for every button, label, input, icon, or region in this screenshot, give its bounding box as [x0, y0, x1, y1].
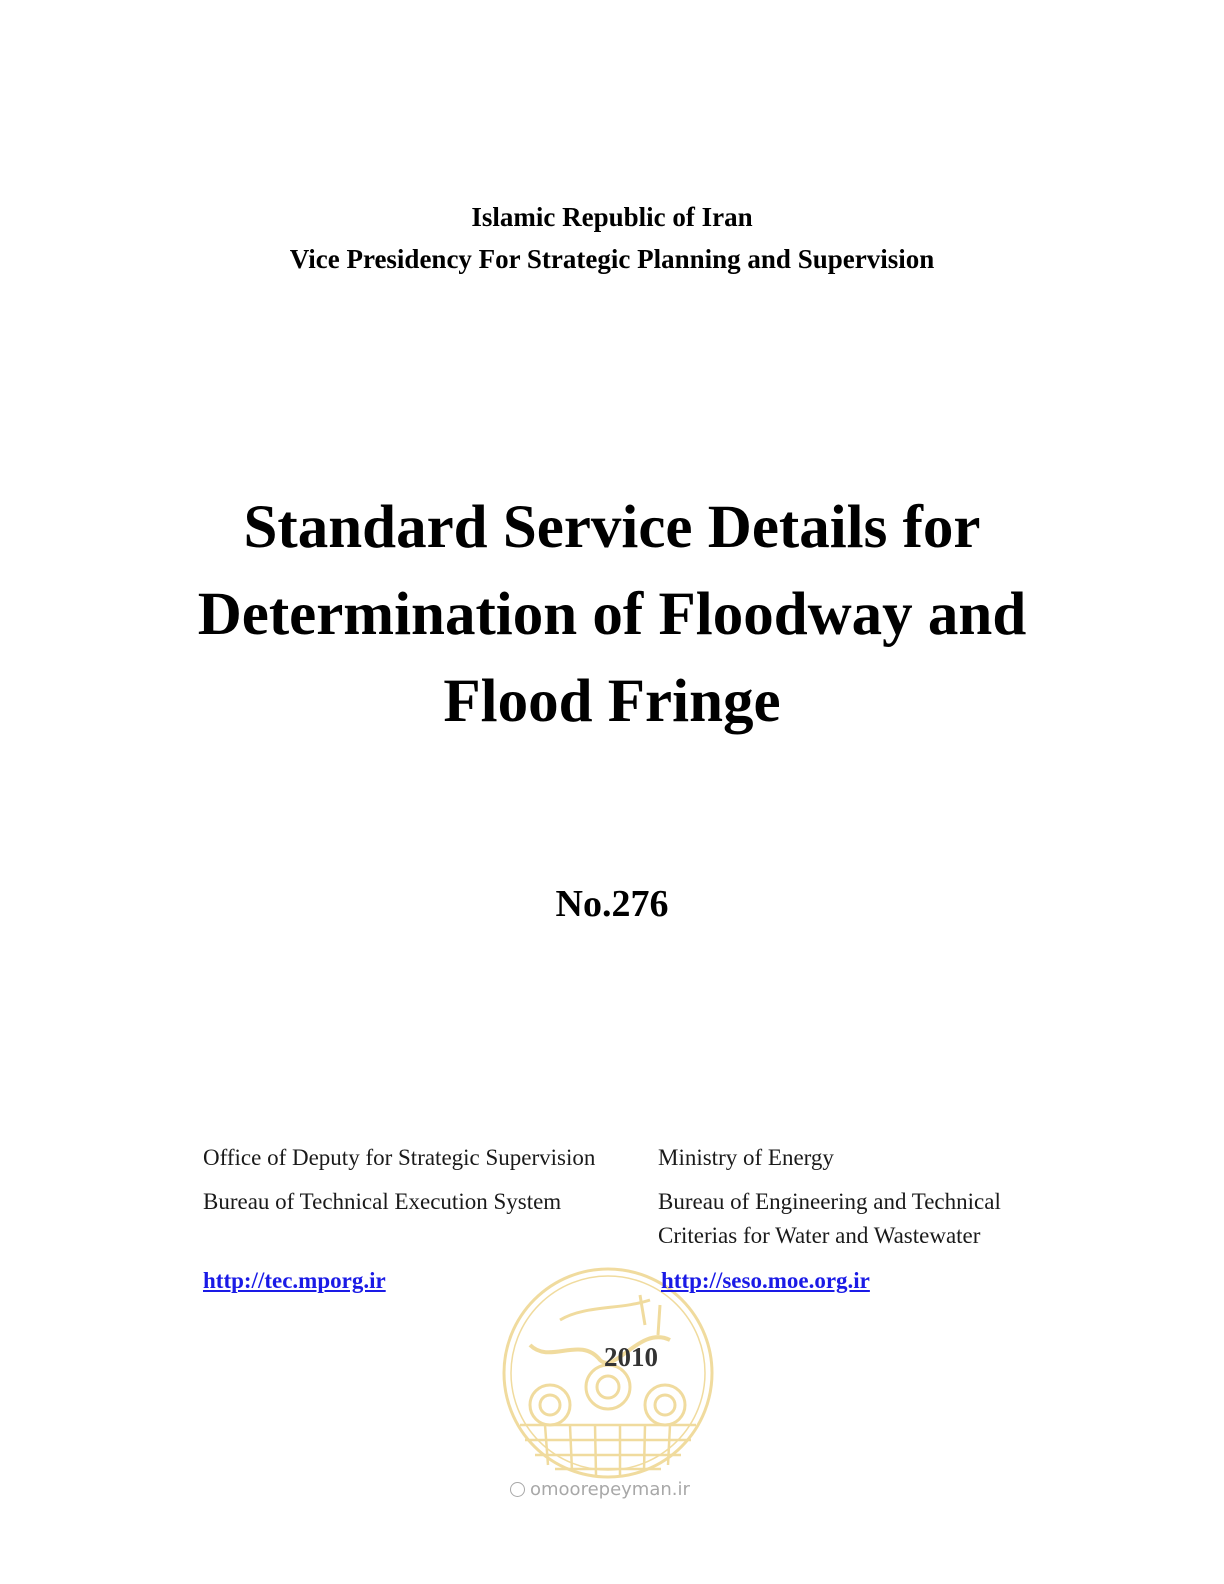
tec-mporg-link[interactable]: http://tec.mporg.ir [203, 1268, 386, 1293]
left-bureau-name: Bureau of Technical Execution System [203, 1189, 562, 1214]
title-line-3: Flood Fringe [443, 668, 781, 735]
office-name: Office of Deputy for Strategic Supervision [203, 1145, 596, 1170]
title-line-2: Determination of Floodway and [197, 581, 1027, 648]
left-column [203, 1141, 643, 1219]
seso-moe-link[interactable]: http://seso.moe.org.ir [661, 1268, 870, 1293]
globe-icon [510, 1482, 525, 1497]
title-line-1: Standard Service Details for [243, 494, 981, 561]
header-organization: Vice Presidency For Strategic Planning and Supervision [289, 244, 935, 274]
document-header [0, 196, 1224, 280]
document-title [0, 484, 1224, 745]
right-bureau-line-1: Bureau of Engineering and Technical [658, 1189, 1001, 1214]
publication-year: 2010 [604, 1342, 658, 1372]
header-country: Islamic Republic of Iran [471, 202, 753, 232]
watermark-site-text: omoorepeyman.ir [530, 1479, 690, 1500]
watermark-site [510, 1478, 690, 1502]
document-number: No.276 [555, 883, 669, 925]
right-bureau-line-2: Criterias for Water and Wastewater [658, 1223, 981, 1248]
ministry-name: Ministry of Energy [658, 1145, 834, 1170]
right-column [658, 1141, 1078, 1253]
